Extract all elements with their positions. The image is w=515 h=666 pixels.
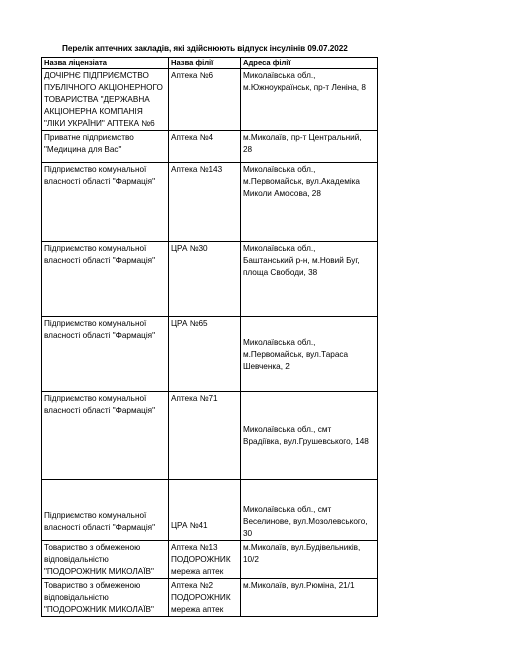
table-header-row: [42, 58, 378, 69]
branch-cell: Аптека №4: [169, 131, 241, 163]
licensee-cell: Підприємство комунальної власності області "Фармація": [42, 317, 169, 392]
address-cell: м.Миколаїв, вул.Рюміна, 21/1: [241, 579, 378, 617]
table-row: [42, 163, 378, 242]
branch-cell: ЦРА №30: [169, 242, 241, 317]
licensee-cell: Підприємство комунальної власності області "Фармація": [42, 242, 169, 317]
branch-cell: Аптека №6: [169, 69, 241, 131]
table-row: [42, 69, 378, 131]
table-row: [42, 392, 378, 480]
licensee-cell: Товариство з обмеженою відповідальністю "ПОДОРОЖНИК МИКОЛАЇВ": [42, 579, 169, 617]
table-row: [42, 579, 378, 617]
branch-cell: Аптека №2 ПОДОРОЖНИК мережа аптек: [169, 579, 241, 617]
document-title: Перелік аптечних закладів, які здійснюють відпуск інсулінів 09.07.2022: [62, 44, 348, 53]
address-cell: Миколаївська обл., м.Первомайськ, вул.Тараса Шевченка, 2: [241, 317, 378, 392]
table-row: [42, 317, 378, 392]
table-row: [42, 131, 378, 163]
licensee-cell: Підприємство комунальної власності області "Фармація": [42, 392, 169, 480]
branch-cell: Аптека №13 ПОДОРОЖНИК мережа аптек: [169, 541, 241, 579]
address-cell: Миколаївська обл., смт Врадіївка, вул.Грушевського, 148: [241, 392, 378, 480]
address-cell: м.Миколаїв, пр-т Центральний, 28: [241, 131, 378, 163]
address-cell: Миколаївська обл., м.Первомайськ, вул.Академіка Миколи Амосова, 28: [241, 163, 378, 242]
licensee-cell: Підприємство комунальної власності області "Фармація": [42, 480, 169, 541]
column-header-branch: Назва філії: [169, 58, 241, 69]
branch-cell: ЦРА №41: [169, 480, 241, 541]
branch-cell: ЦРА №65: [169, 317, 241, 392]
table-row: [42, 480, 378, 541]
column-header-licensee: Назва ліцензіата: [42, 58, 169, 69]
branch-cell: Аптека №71: [169, 392, 241, 480]
pharmacy-table: [41, 57, 378, 617]
table-row: [42, 242, 378, 317]
table-row: [42, 541, 378, 579]
address-cell: Миколаївська обл., Баштанський р-н, м.Новий Буг, площа Свободи, 38: [241, 242, 378, 317]
address-cell: Миколаївська обл., м.Южноукраїнськ, пр-т Леніна, 8: [241, 69, 378, 131]
address-cell: м.Миколаїв, вул.Будівельників, 10/2: [241, 541, 378, 579]
column-header-address: Адреса філії: [241, 58, 378, 69]
licensee-cell: Товариство з обмеженою відповідальністю "ПОДОРОЖНИК МИКОЛАЇВ": [42, 541, 169, 579]
address-cell: Миколаївська обл., смт Веселинове, вул.Мозолевського, 30: [241, 480, 378, 541]
branch-cell: Аптека №143: [169, 163, 241, 242]
licensee-cell: Приватне підприємство "Медицина для Вас": [42, 131, 169, 163]
licensee-cell: Підприємство комунальної власності області "Фармація": [42, 163, 169, 242]
licensee-cell: ДОЧІРНЄ ПІДПРИЄМСТВО ПУБЛІЧНОГО АКЦІОНЕРНОГО ТОВАРИСТВА "ДЕРЖАВНА АКЦІОНЕРНА КОМПАНІЯ "ЛІКИ УКРАЇНИ" АПТЕКА №6: [42, 69, 169, 131]
